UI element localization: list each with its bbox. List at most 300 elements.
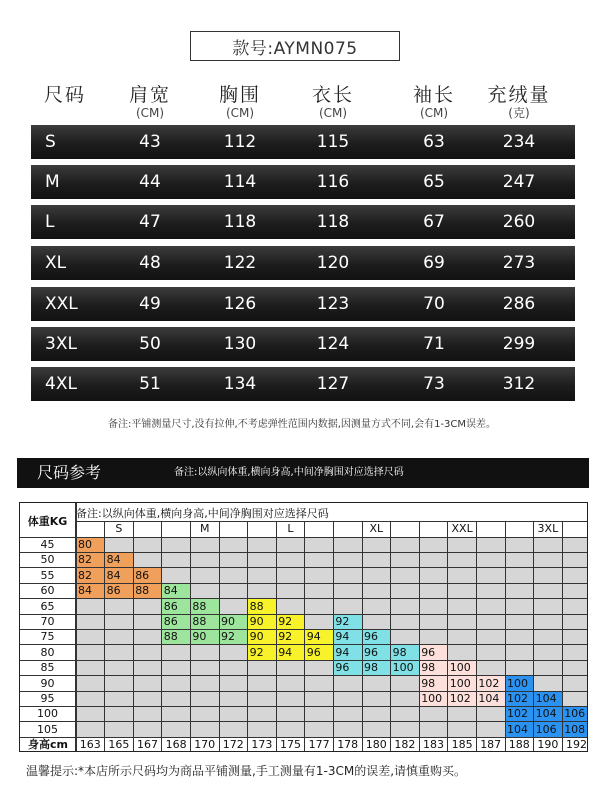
size-row	[31, 205, 575, 239]
grid-cell	[276, 552, 305, 567]
grid-cell	[505, 599, 534, 614]
size-value: 47	[139, 212, 161, 232]
height-value: 163	[79, 738, 101, 752]
weight-value: 85	[40, 661, 55, 675]
grid-cell	[448, 552, 477, 567]
grid-cell	[76, 660, 105, 675]
grid-size-label: L	[287, 522, 294, 535]
chest-value: 100	[449, 676, 471, 690]
header-cell	[44, 84, 86, 106]
grid-cell	[391, 629, 420, 644]
grid-cell	[190, 583, 219, 598]
chest-cell	[105, 583, 134, 598]
chest-cell	[562, 722, 588, 737]
grid-cell	[133, 599, 162, 614]
grid-cell	[505, 583, 534, 598]
grid-line-h	[20, 598, 587, 599]
header-cell	[413, 84, 455, 120]
grid-cell	[248, 706, 277, 721]
chest-value: 100	[421, 692, 443, 705]
weight-value: 55	[40, 568, 55, 582]
chest-cell	[476, 676, 505, 691]
chest-cell	[162, 599, 191, 614]
grid-cell	[534, 552, 563, 567]
grid-size-label: S	[115, 522, 123, 535]
height-value: 190	[537, 738, 559, 752]
height-value: 187	[480, 738, 502, 752]
size-value: 134	[223, 374, 257, 394]
chest-value: 96	[364, 645, 378, 659]
grid-line-h	[20, 583, 587, 584]
chest-cell	[448, 676, 477, 691]
grid-line-v	[190, 521, 191, 752]
size-value: 247	[502, 172, 536, 192]
grid-cell	[448, 599, 477, 614]
grid-cell	[391, 691, 420, 706]
grid-line-v	[419, 521, 420, 752]
grid-cell	[162, 660, 191, 675]
chest-cell	[562, 706, 588, 721]
grid-cell	[505, 614, 534, 629]
size-value: 124	[316, 334, 350, 354]
grid-cell	[419, 537, 448, 552]
chest-value: 82	[78, 553, 92, 567]
grid-cell	[476, 583, 505, 598]
grid-cell	[391, 568, 420, 583]
grid-cell	[190, 645, 219, 660]
grid-cell	[476, 722, 505, 737]
chest-cell	[534, 722, 563, 737]
height-value: 175	[279, 738, 301, 752]
grid-cell	[219, 583, 248, 598]
grid-cell	[362, 583, 391, 598]
header-unit: (CM)	[318, 106, 348, 120]
size-row	[31, 367, 575, 401]
chest-cell	[76, 583, 105, 598]
grid-cell	[562, 645, 588, 660]
grid-cell	[476, 599, 505, 614]
header-cell	[219, 84, 261, 120]
chest-value: 96	[335, 661, 350, 675]
grid-cell	[276, 599, 305, 614]
grid-cell	[76, 691, 105, 706]
grid-cell	[534, 537, 563, 552]
grid-cell	[362, 614, 391, 629]
chest-value: 86	[163, 615, 178, 628]
size-name: M	[45, 172, 60, 192]
height-value: 180	[365, 738, 387, 752]
grid-cell	[448, 537, 477, 552]
weight-value: 65	[40, 599, 55, 613]
grid-cell	[133, 645, 162, 660]
grid-cell	[248, 676, 277, 691]
chest-cell	[248, 645, 277, 660]
grid-cell	[305, 722, 334, 737]
grid-cell	[219, 722, 248, 737]
grid-cell	[162, 552, 191, 567]
size-value: 115	[316, 132, 350, 152]
header-name: 胸围	[218, 84, 262, 106]
size-name: L	[45, 212, 55, 232]
size-row	[31, 287, 575, 321]
grid-cell	[133, 537, 162, 552]
grid-cell	[391, 537, 420, 552]
grid-cell	[534, 599, 563, 614]
grid-cell	[305, 676, 334, 691]
grid-cell	[419, 568, 448, 583]
grid-cell	[505, 660, 534, 675]
grid-cell	[476, 660, 505, 675]
grid-line-h	[20, 675, 587, 676]
chest-value: 84	[106, 568, 121, 582]
size-reference-banner	[17, 458, 589, 488]
chest-value: 86	[135, 568, 150, 582]
chest-value: 100	[507, 676, 528, 690]
size-value: 49	[139, 294, 161, 314]
size-name: 3XL	[45, 334, 77, 354]
weight-value: 45	[40, 538, 55, 551]
size-value: 112	[223, 132, 257, 152]
grid-cell	[105, 614, 134, 629]
grid-cell	[76, 645, 105, 660]
chest-cell	[105, 568, 134, 583]
grid-line-h	[20, 567, 587, 568]
grid-line-v	[362, 521, 363, 752]
size-value: 312	[502, 374, 536, 394]
grid-cell	[476, 629, 505, 644]
chest-cell	[534, 706, 563, 721]
grid-cell	[105, 629, 134, 644]
grid-cell	[276, 706, 305, 721]
grid-cell	[190, 706, 219, 721]
chest-cell	[419, 691, 448, 706]
size-value: 51	[139, 374, 161, 394]
grid-note: 备注:以纵向体重,横向身高,中间净胸围对应选择尺码	[76, 507, 329, 520]
size-reference-title: 尺码参考	[37, 463, 102, 482]
grid-cell	[133, 629, 162, 644]
chest-value: 104	[507, 722, 528, 736]
size-table-header	[0, 84, 604, 124]
grid-cell	[133, 552, 162, 567]
grid-cell	[562, 629, 588, 644]
chest-value: 84	[106, 553, 121, 567]
chest-value: 104	[535, 692, 557, 705]
grid-cell	[476, 614, 505, 629]
grid-cell	[391, 676, 420, 691]
grid-cell	[333, 568, 362, 583]
warm-tip: 温馨提示:*本店所示尺码均为商品平铺测量,手工测量有1-3CM的误差,请慎重购买。	[26, 764, 467, 778]
grid-line-v	[333, 521, 334, 752]
grid-cell	[476, 537, 505, 552]
grid-cell	[276, 583, 305, 598]
grid-cell	[562, 599, 588, 614]
grid-cell	[219, 552, 248, 567]
height-value: 185	[451, 738, 473, 752]
grid-cell	[219, 537, 248, 552]
grid-cell	[133, 691, 162, 706]
grid-cell	[105, 722, 134, 737]
chest-cell	[362, 629, 391, 644]
grid-cell	[305, 568, 334, 583]
header-name: 袖长	[412, 84, 456, 106]
size-value: 118	[316, 212, 350, 232]
grid-cell	[105, 645, 134, 660]
grid-cell	[76, 706, 105, 721]
size-value: 44	[139, 172, 161, 192]
grid-cell	[391, 583, 420, 598]
chest-value: 98	[392, 645, 407, 659]
size-reference-note: 备注:以纵向体重,横向身高,中间净胸围对应选择尺码	[174, 467, 404, 478]
header-name: 衣长	[311, 84, 355, 106]
chest-cell	[362, 660, 391, 675]
model-number: 款号:AYMN075	[190, 31, 400, 61]
chest-value: 88	[249, 599, 264, 613]
grid-cell	[248, 660, 277, 675]
grid-cell	[248, 691, 277, 706]
grid-cell	[534, 660, 563, 675]
grid-cell	[505, 645, 534, 660]
grid-cell	[362, 552, 391, 567]
chest-value: 94	[306, 630, 321, 644]
grid-line-v	[276, 521, 277, 752]
grid-cell	[105, 660, 134, 675]
chest-value: 106	[564, 707, 586, 721]
chest-value: 96	[421, 645, 436, 659]
grid-cell	[133, 722, 162, 737]
grid-cell	[133, 614, 162, 629]
grid-cell	[448, 645, 477, 660]
chest-value: 88	[135, 584, 150, 598]
chest-value: 88	[192, 615, 207, 628]
chest-value: 86	[106, 584, 121, 598]
grid-cell	[562, 676, 588, 691]
chest-cell	[333, 660, 362, 675]
chest-cell	[534, 691, 563, 706]
size-value: 123	[316, 294, 350, 314]
size-value: 71	[423, 334, 445, 354]
chest-value: 102	[507, 707, 528, 721]
grid-cell	[305, 537, 334, 552]
grid-cell	[76, 614, 105, 629]
grid-cell	[190, 660, 219, 675]
size-row	[31, 165, 575, 199]
size-name: XL	[45, 253, 67, 273]
chest-cell	[190, 614, 219, 629]
weight-value: 95	[40, 692, 55, 705]
chest-value: 104	[478, 692, 500, 705]
grid-line-h	[20, 552, 587, 553]
header-name: 充绒量	[487, 84, 551, 106]
chest-value: 106	[535, 722, 557, 736]
grid-cell	[534, 629, 563, 644]
chest-value: 88	[163, 630, 178, 644]
grid-cell	[248, 568, 277, 583]
grid-cell	[305, 599, 334, 614]
weight-value: 80	[40, 645, 55, 659]
grid-cell	[219, 706, 248, 721]
chest-cell	[391, 660, 420, 675]
chest-cell	[248, 599, 277, 614]
grid-line-v	[476, 521, 477, 752]
chest-value: 84	[163, 584, 178, 598]
chest-cell	[162, 614, 191, 629]
chest-value: 94	[335, 645, 350, 659]
grid-line-h	[20, 644, 587, 645]
grid-cell	[534, 645, 563, 660]
chest-value: 90	[249, 615, 264, 628]
grid-line-h	[20, 537, 587, 538]
grid-cell	[362, 706, 391, 721]
grid-cell	[391, 706, 420, 721]
grid-cell	[276, 691, 305, 706]
grid-line-v	[133, 521, 134, 752]
grid-cell	[76, 722, 105, 737]
grid-cell	[448, 706, 477, 721]
grid-cell	[248, 583, 277, 598]
size-name: S	[45, 132, 56, 152]
grid-cell	[534, 614, 563, 629]
grid-line-v	[219, 521, 220, 752]
grid-cell	[190, 552, 219, 567]
chest-value: 80	[78, 538, 92, 551]
size-value: 130	[223, 334, 257, 354]
grid-line-h	[20, 614, 587, 615]
weight-value: 50	[40, 553, 55, 567]
header-cell	[312, 84, 354, 120]
chest-cell	[333, 614, 362, 629]
size-value: 299	[502, 334, 536, 354]
grid-line-h	[20, 660, 587, 661]
grid-cell	[562, 614, 588, 629]
grid-cell	[105, 537, 134, 552]
grid-cell	[391, 722, 420, 737]
grid-cell	[248, 552, 277, 567]
grid-cell	[105, 676, 134, 691]
header-unit: (CM)	[419, 106, 449, 120]
height-value: 182	[394, 738, 416, 752]
grid-cell	[190, 537, 219, 552]
grid-line-h	[20, 706, 587, 707]
grid-cell	[362, 722, 391, 737]
grid-line-v	[247, 521, 248, 752]
chest-cell	[190, 629, 219, 644]
chest-cell	[476, 691, 505, 706]
grid-cell	[162, 691, 191, 706]
size-value: 48	[139, 253, 161, 273]
height-value: 177	[308, 738, 330, 752]
chest-cell	[362, 645, 391, 660]
grid-line-v	[390, 521, 391, 752]
chest-cell	[505, 722, 534, 737]
grid-cell	[219, 568, 248, 583]
grid-cell	[562, 552, 588, 567]
grid-line-v	[161, 521, 162, 752]
grid-cell	[419, 614, 448, 629]
chest-value: 102	[507, 692, 528, 705]
grid-cell	[276, 676, 305, 691]
chest-value: 96	[306, 645, 321, 659]
grid-cell	[276, 722, 305, 737]
grid-cell	[162, 722, 191, 737]
chest-value: 100	[449, 661, 471, 675]
grid-cell	[476, 645, 505, 660]
grid-line-v	[104, 521, 105, 752]
size-value: 70	[423, 294, 445, 314]
grid-cell	[419, 722, 448, 737]
size-name: 4XL	[45, 374, 77, 394]
weight-value: 90	[40, 676, 55, 690]
grid-cell	[448, 568, 477, 583]
grid-cell	[276, 568, 305, 583]
height-value: 178	[337, 738, 359, 752]
grid-cell	[305, 614, 334, 629]
grid-cell	[162, 676, 191, 691]
grid-size-label: XL	[369, 522, 384, 535]
grid-cell	[362, 676, 391, 691]
chest-cell	[219, 614, 248, 629]
chest-value: 92	[249, 645, 264, 659]
size-row	[31, 327, 575, 361]
chest-value: 102	[449, 692, 471, 705]
height-value: 173	[251, 738, 273, 752]
chest-cell	[333, 645, 362, 660]
chest-cell	[305, 629, 334, 644]
chest-cell	[419, 645, 448, 660]
grid-cell	[362, 568, 391, 583]
grid-cell	[419, 706, 448, 721]
grid-cell	[419, 629, 448, 644]
size-value: 260	[502, 212, 536, 232]
grid-cell	[448, 722, 477, 737]
size-value: 67	[423, 212, 445, 232]
grid-line-v	[304, 521, 305, 752]
height-value: 183	[422, 738, 444, 752]
grid-cell	[105, 599, 134, 614]
chest-cell	[76, 568, 105, 583]
height-value: 188	[508, 738, 530, 752]
label-divider	[75, 503, 77, 751]
grid-cell	[333, 676, 362, 691]
measurement-note: 备注:平铺测量尺寸,没有拉伸,不考虑弹性范围内数据,因测量方式不同,会有1-3CM误差。	[107, 419, 497, 430]
chest-cell	[505, 676, 534, 691]
chest-cell	[248, 614, 277, 629]
grid-cell	[505, 568, 534, 583]
size-value: 286	[502, 294, 536, 314]
grid-cell	[476, 706, 505, 721]
chest-value: 92	[335, 615, 350, 628]
height-value: 168	[165, 738, 187, 752]
grid-cell	[333, 583, 362, 598]
chest-cell	[276, 645, 305, 660]
height-value: 165	[108, 738, 130, 752]
grid-cell	[562, 583, 588, 598]
chest-value: 94	[278, 645, 293, 659]
chest-cell	[190, 599, 219, 614]
header-cell	[487, 84, 550, 120]
size-value: 118	[223, 212, 257, 232]
grid-cell	[276, 537, 305, 552]
grid-cell	[534, 676, 563, 691]
chest-value: 90	[192, 630, 207, 644]
weight-value: 70	[40, 615, 55, 628]
grid-cell	[333, 722, 362, 737]
grid-cell	[362, 599, 391, 614]
grid-cell	[419, 583, 448, 598]
grid-cell	[305, 691, 334, 706]
size-value: 69	[423, 253, 445, 273]
grid-cell	[133, 676, 162, 691]
weight-value: 75	[40, 630, 55, 644]
